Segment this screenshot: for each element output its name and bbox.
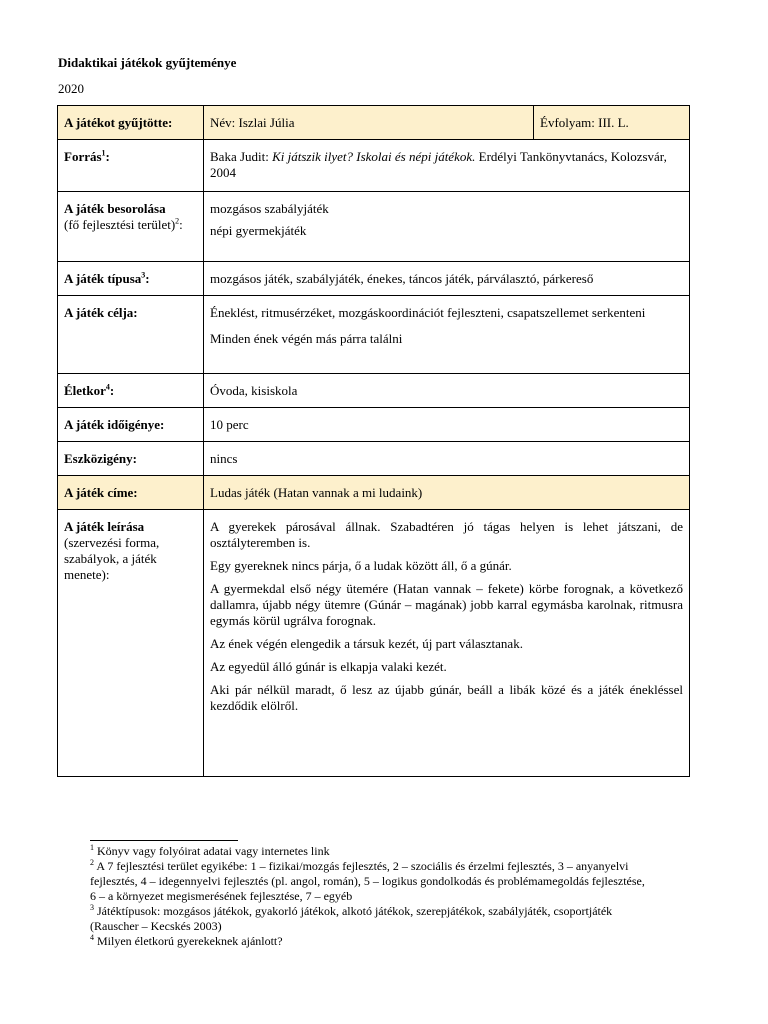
document-title: Didaktikai játékok gyűjteménye — [58, 55, 237, 70]
age-value: Óvoda, kisiskola — [204, 374, 690, 408]
classification-value-2: népi gyermekjáték — [210, 223, 307, 238]
footnote-text: Milyen életkorú gyerekeknek ajánlott? — [94, 934, 283, 948]
age-footnote-ref: 4 — [105, 382, 110, 392]
goal-value-1: Éneklést, ritmusérzéket, mozgáskoordinációt fejleszteni, csapatszellemet serkenteni — [210, 305, 646, 320]
source-label: Forrás — [64, 149, 102, 164]
time-label: A játék időigénye: — [64, 417, 165, 432]
age-row: Életkor$^4$: Óvoda, kisiskola — [58, 374, 690, 408]
goal-label: A játék célja: — [64, 305, 138, 320]
game-info-table — [57, 105, 690, 777]
description-paragraph-2: Egy gyereknek nincs párja, ő a ludak között áll, ő a gúnár. — [210, 558, 512, 573]
description-paragraph-6: Aki pár nélkül maradt, ő lesz az újabb gúnár, beáll a libák közé és a játék énekléssel kezdődik elölről. — [210, 682, 683, 713]
goal-row — [58, 296, 690, 374]
footnote-text: Játéktípusok: mozgásos játékok, gyakorló játékok, alkotó játékok, szerepjátékok, szabályjáték, csoportjáték (Rauscher – Kecskés 2003) — [90, 904, 613, 933]
age-label: Életkor — [64, 383, 106, 398]
game-title-row — [58, 476, 690, 510]
description-paragraph-3: A gyermekdal első négy ütemére (Hatan vannak – fekete) körbe forognak, a következő dallamra, újabb négy ütemre (Gúnár – magának) jobb karral egymásba karolnak, ritmusra egymás körül ugrálva forognak. — [210, 581, 683, 628]
footnote-text: A 7 fejlesztési terület egyikébe: 1 – fizikai/mozgás fejlesztés, 2 – szociális és érzelmi fejlesztés, 3 – anyanyelvi fejlesztés, 4 – idegennyelvi fejlesztés (pl. angol, román), 5 – logikus gondolkodás és problémamegoldás fejlesztése, 6 – a környezet megismerésének fejlesztése, 7 – egyéb — [90, 859, 645, 903]
collector-label: A játékot gyűjtötte: — [64, 115, 173, 130]
game-title-value: Ludas játék (Hatan vannak a mi ludaink) — [204, 476, 690, 510]
collector-row — [58, 106, 690, 140]
classification-row: A játék besorolása (fő fejlesztési terület)$^2$: mozgásos szabályjáték népi gyermekjáték — [58, 192, 690, 262]
time-value: 10 perc — [204, 408, 690, 442]
document-year: 2020 — [58, 81, 84, 96]
source-footnote-ref: 1 — [101, 148, 106, 158]
footnote-3 — [90, 904, 650, 934]
description-paragraph-1: A gyerekek párosával állnak. Szabadtéren jó tágas helyen is lehet játszani, de osztályteremben is. — [210, 519, 683, 550]
description-paragraph-4: Az ének végén elengedik a társuk kezét, új part választanak. — [210, 636, 523, 651]
type-row: A játék típusa$^3$: mozgásos játék, szabályjáték, énekes, táncos játék, párválasztó, párkereső — [58, 262, 690, 296]
footnote-number: 4 — [90, 933, 94, 942]
description-row — [58, 510, 690, 777]
footnote-2 — [90, 859, 650, 904]
footnote-1 — [90, 844, 650, 859]
source-publisher: Erdélyi Tankönyvtanács, Kolozsvár, 2004 — [210, 149, 667, 180]
type-value: mozgásos játék, szabályjáték, énekes, táncos játék, párválasztó, párkereső — [204, 262, 690, 296]
time-row — [58, 408, 690, 442]
collector-name: Név: Iszlai Júlia — [204, 106, 534, 140]
footnote-number: 2 — [90, 858, 94, 867]
tools-value: nincs — [204, 442, 690, 476]
source-book-title: Ki játszik ilyet? Iskolai és népi játékok. — [272, 149, 476, 164]
footnote-number: 1 — [90, 843, 94, 852]
footnote-number: 3 — [90, 903, 94, 912]
type-label: A játék típusa — [64, 271, 142, 286]
type-footnote-ref: 3 — [141, 270, 146, 280]
footnote-text: Könyv vagy folyóirat adatai vagy internetes link — [94, 844, 330, 858]
footnote-separator — [90, 840, 238, 841]
description-paragraph-5: Az egyedül álló gúnár is elkapja valaki kezét. — [210, 659, 447, 674]
footnotes — [90, 844, 650, 949]
tools-label: Eszközigény: — [64, 451, 137, 466]
game-title-label: A játék címe: — [64, 485, 138, 500]
classification-footnote-ref: 2 — [175, 216, 180, 226]
classification-sublabel: (fő fejlesztési terület) — [64, 217, 176, 232]
description-sublabel: (szervezési forma, szabályok, a játék menete): — [64, 535, 160, 582]
footnote-4 — [90, 934, 650, 949]
classification-label: A játék besorolása — [64, 201, 166, 216]
source-author: Baka Judit: — [210, 149, 273, 164]
classification-value-1: mozgásos szabályjáték — [210, 201, 329, 216]
goal-value-2: Minden ének végén más párra találni — [210, 331, 403, 346]
source-row: Forrás$^1$: Baka Judit: Ki játszik ilyet? Iskolai és népi játékok. Erdélyi Tankönyvtanács, Kolozsvár, 2004 — [58, 140, 690, 192]
collector-grade: Évfolyam: III. L. — [534, 106, 690, 140]
tools-row — [58, 442, 690, 476]
description-label: A játék leírása — [64, 519, 145, 534]
